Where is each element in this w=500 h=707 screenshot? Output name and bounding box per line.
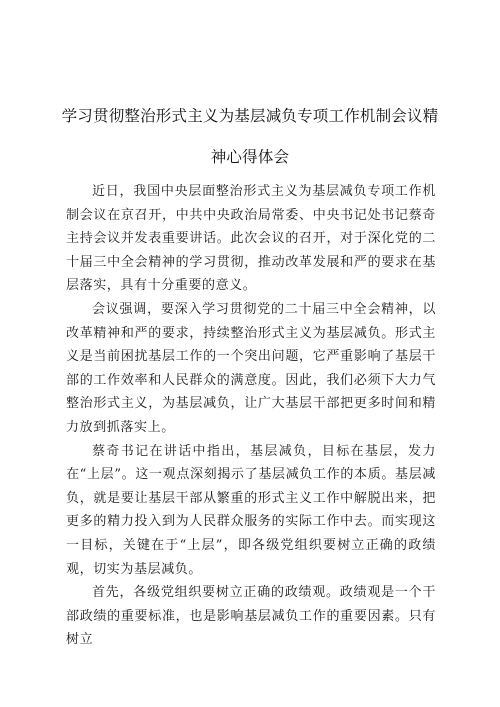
body-paragraph-4: 首先，各级党组织要树立正确的政绩观。政绩观是一个干部政绩的重要标准，也是影响基层减负工作的重要因素。只有树立 <box>66 585 436 648</box>
body-paragraph-2: 会议强调，要深入学习贯彻党的二十届三中全会精神，以改革精神和严的要求，持续整治形式主义为基层减负。形式主义是当前困扰基层工作的一个突出问题，它严重影响了基层干部的工作效率和人民群众的满意度。因此，我们必须下大力气整治形式主义，为基层减负，让广大基层干部把更多时间和精力放到抓落实上。 <box>66 301 436 435</box>
body-paragraph-1: 近日，我国中央层面整治形式主义为基层减负专项工作机制会议在京召开，中共中央政治局常委、中央书记处书记蔡奇主持会议并发表重要讲话。此次会议的召开，对于深化党的二十届三中全会精神的学习贯彻，推动改革发展和严的要求在基层落实，具有十分重要的意义。 <box>66 184 436 294</box>
document-title-line-1: 学习贯彻整治形式主义为基层减负专项工作机制会议精 <box>61 107 439 125</box>
body-paragraph-3: 蔡奇书记在讲话中指出，基层减负，目标在基层，发力在“上层”。这一观点深刻揭示了基层减负工作的本质。基层减负，就是要让基层干部从繁重的形式主义工作中解脱出来，把更多的精力投入到为人民群众服务的实际工作中去。而实现这一目标，关键在于“上层”，即各级党组织要树立正确的政绩观，切实为基层减负。 <box>66 443 436 577</box>
document-body <box>66 180 436 652</box>
document-title-line-2: 神心得体会 <box>210 148 290 166</box>
